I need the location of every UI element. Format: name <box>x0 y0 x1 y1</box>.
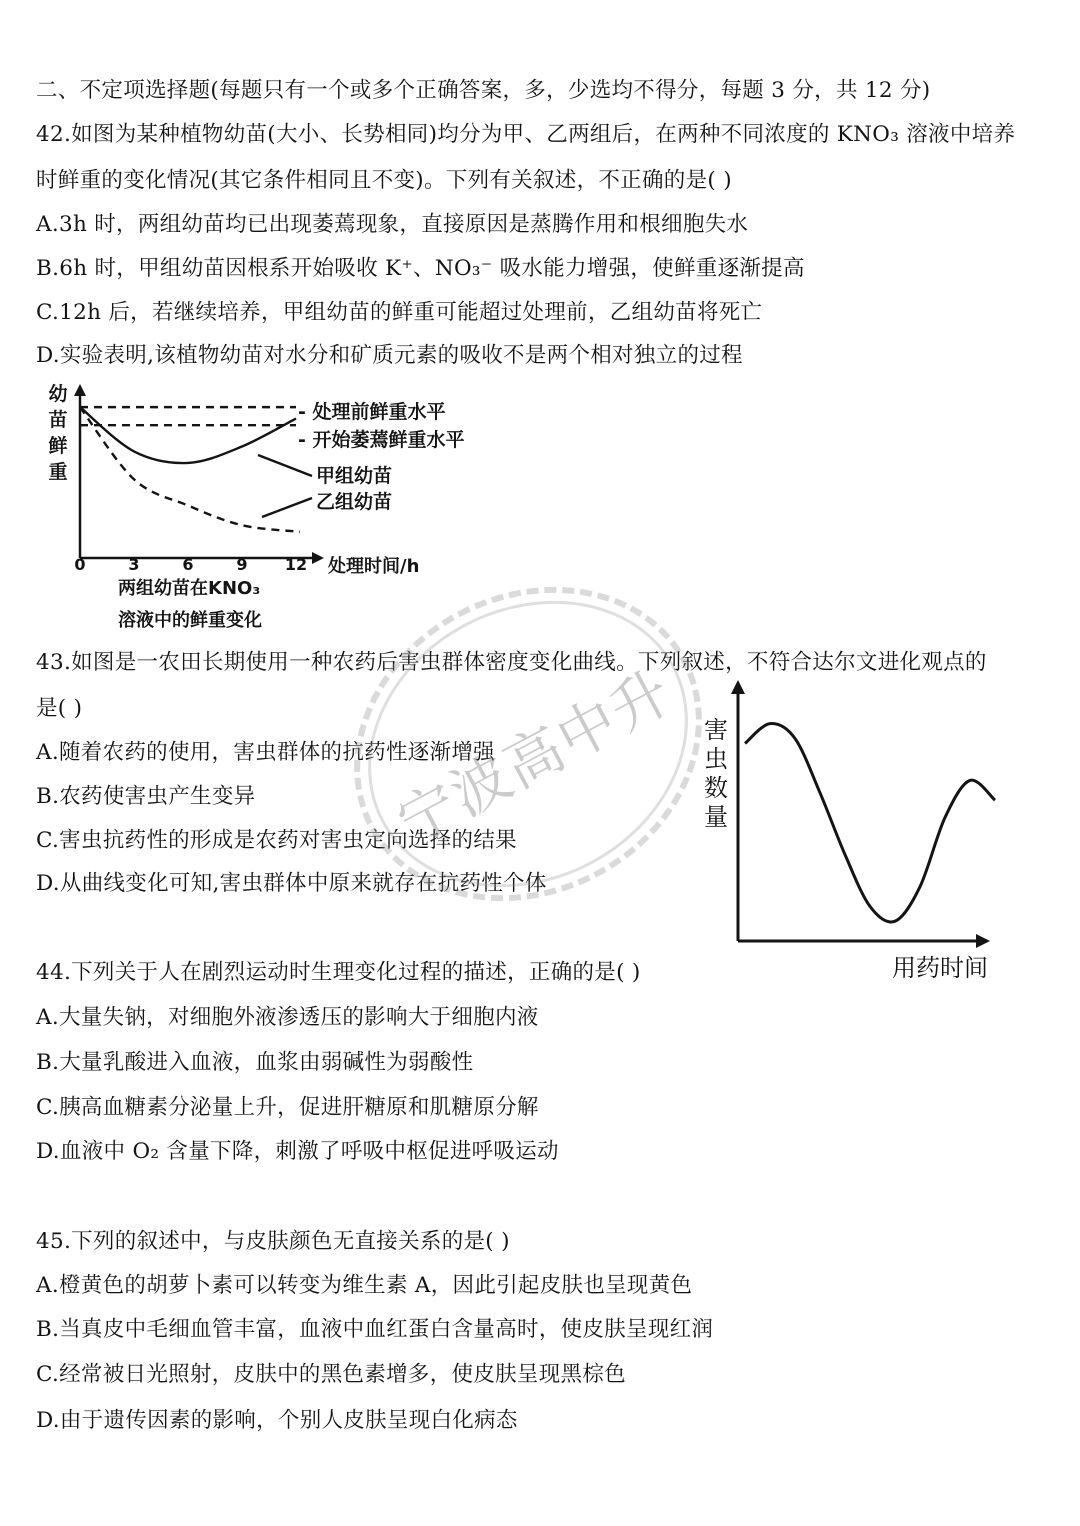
chart1-y-axis-arrow <box>74 384 86 396</box>
chart1-x-axis-label: 处理时间/h <box>328 556 420 577</box>
chart1-x-axis-arrow <box>312 552 324 564</box>
chart1-caption-line1: 两组幼苗在KNO₃ <box>118 578 261 599</box>
q45-option-b: B.当真皮中毛细血管丰富，血液中血红蛋白含量高时，使皮肤呈现红润 <box>36 1317 714 1342</box>
q43-option-c: C.害虫抗药性的形成是农药对害虫定向选择的结果 <box>36 828 517 853</box>
q42-option-b: B.6h 时，甲组幼苗因根系开始吸收 K⁺、NO₃⁻ 吸水能力增强，使鲜重逐渐提高 <box>36 256 805 281</box>
chart1-leader-line <box>262 498 312 517</box>
chart1-x-tick: 12 <box>284 555 308 574</box>
q44-stem: 44.下列关于人在剧烈运动时生理变化过程的描述，正确的是( ) <box>36 960 641 985</box>
q42-option-d: D.实验表明,该植物幼苗对水分和矿质元素的吸收不是两个相对独立的过程 <box>36 343 743 368</box>
q44-option-c: C.胰高血糖素分泌量上升，促进肝糖原和肌糖原分解 <box>36 1095 539 1120</box>
q42-option-c: C.12h 后，若继续培养，甲组幼苗的鲜重可能超过处理前，乙组幼苗将死亡 <box>36 300 763 325</box>
chart1-legend-label: 甲组幼苗 <box>316 465 393 487</box>
chart2-y-axis-label <box>704 716 728 831</box>
section-header: 二、不定项选择题(每题只有一个或多个正确答案，多，少选均不得分，每题 3 分，共 12 分) <box>36 78 931 103</box>
q45-option-a: A.橙黄色的胡萝卜素可以转变为维生素 A，因此引起皮肤也呈现黄色 <box>36 1273 693 1298</box>
watermark-text: 宁波高中升 <box>386 656 684 858</box>
chart2-y-axis-arrow <box>731 680 745 694</box>
q43-stem-line1: 43.如图是一农田长期使用一种农药后害虫群体密度变化曲线。下列叙述，不符合达尔文进化观点的 <box>36 650 987 675</box>
q45-option-c: C.经常被日光照射，皮肤中的黑色素增多，使皮肤呈现黑棕色 <box>36 1362 626 1387</box>
chart1-y-axis-label-text: 幼苗鲜重 <box>48 383 68 483</box>
chart1-caption-line2: 溶液中的鲜重变化 <box>118 610 262 631</box>
q42-stem-line2: 时鲜重的变化情况(其它条件相同且不变)。下列有关叙述，不正确的是( ) <box>36 168 732 193</box>
chart2-series-pest-count <box>745 724 995 923</box>
chart2-y-axis-label-text: 害虫数量 <box>704 716 728 831</box>
q42-option-a: A.3h 时，两组幼苗均已出现萎蔫现象，直接原因是蒸腾作用和根细胞失水 <box>36 212 749 237</box>
chart1-legend-label: - 处理前鲜重水平 <box>298 401 446 423</box>
q44-option-b: B.大量乳酸进入血液，血浆由弱碱性为弱酸性 <box>36 1050 474 1075</box>
chart1-legend-label: 乙组幼苗 <box>316 491 393 513</box>
pest-population-chart <box>690 676 1020 986</box>
chart1-legend-label: - 开始萎蔫鲜重水平 <box>298 429 465 451</box>
chart1-x-tick: 9 <box>236 555 248 574</box>
q44-option-a: A.大量失钠，对细胞外液渗透压的影响大于细胞内液 <box>36 1005 539 1030</box>
q45-stem: 45.下列的叙述中，与皮肤颜色无直接关系的是( ) <box>36 1229 510 1254</box>
q43-option-d: D.从曲线变化可知,害虫群体中原来就存在抗药性个体 <box>36 871 547 896</box>
chart1-leader-line <box>258 455 312 476</box>
q42-stem-line1: 42.如图为某种植物幼苗(大小、长势相同)均分为甲、乙两组后，在两种不同浓度的 KNO₃ 溶液中培养 <box>36 122 1016 147</box>
q43-option-b: B.农药使害虫产生变异 <box>36 784 256 809</box>
chart1-x-tick: 3 <box>128 555 140 574</box>
q43-option-a: A.随着农药的使用，害虫群体的抗药性逐渐增强 <box>36 740 495 765</box>
chart1-y-axis-label <box>48 382 67 483</box>
chart2-x-axis-label: 用药时间 <box>892 954 988 982</box>
seedling-weight-chart <box>40 380 490 640</box>
chart1-x-tick: 0 <box>74 555 86 574</box>
chart1-x-tick: 6 <box>182 555 194 574</box>
q45-option-d: D.由于遗传因素的影响，个别人皮肤呈现白化病态 <box>36 1408 518 1433</box>
q43-stem-line2: 是( ) <box>36 696 83 721</box>
chart2-x-axis-arrow <box>976 934 990 948</box>
q44-option-d: D.血液中 O₂ 含量下降，刺激了呼吸中枢促进呼吸运动 <box>36 1139 559 1164</box>
